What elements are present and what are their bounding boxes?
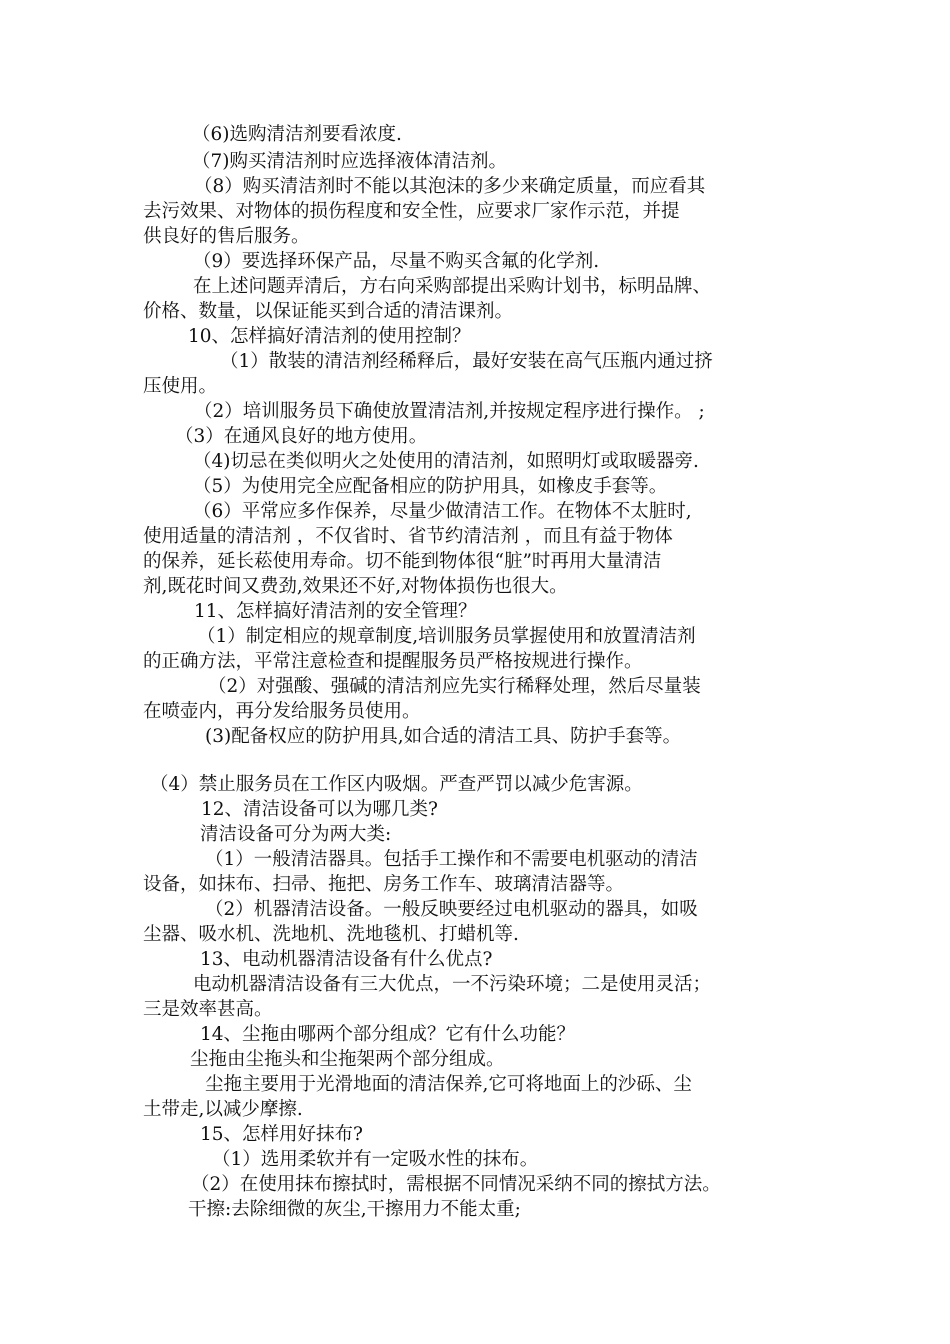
text-line: （1）一般清洁器具。包括手工操作和不需要电机驱动的清洁 (205, 849, 698, 870)
text-line: 尘拖由尘拖头和尘拖架两个部分组成。 (190, 1049, 505, 1070)
text-line: 干擦:去除细微的灰尘,干擦用力不能太重; (188, 1199, 521, 1220)
section-heading: 10、怎样搞好清洁剂的使用控制？ (188, 326, 471, 347)
text-line: （3）在通风良好的地方使用。 (175, 426, 428, 447)
section-heading: 13、电动机器清洁设备有什么优点? (200, 949, 493, 970)
section-heading: 14、尘拖由哪两个部分组成？它有什么功能？ (200, 1024, 576, 1045)
text-line: 设备，如抹布、扫帚、拖把、房务工作车、玻璃清洁器等。 (143, 874, 625, 895)
text-line: （2）在使用抹布擦拭时，需根据不同情况采纳不同的擦拭方法。 (191, 1174, 721, 1195)
text-line: 的正确方法，平常注意检查和提醒服务员严格按规进行操作。 (143, 651, 643, 672)
text-line: （5）为使用完全应配备相应的防护用具，如橡皮手套等。 (193, 476, 668, 497)
text-line: 在上述问题弄清后，方右向采购部提出采购计划书，标明品牌、 (193, 276, 712, 297)
text-line: 的保养，延长菘使用寿命。切不能到物体很“脏”时再用大量清洁 (143, 551, 662, 572)
text-line: 使用适量的清洁剂 ，不仅省时、省节约清洁剂 ，而且有益于物体 (143, 526, 673, 547)
section-heading: 12、清洁设备可以为哪几类? (201, 799, 438, 820)
text-line: (3)配备权应的防护用具,如合适的清洁工具、防护手套等。 (205, 726, 682, 747)
text-line: （4）禁止服务员在工作区内吸烟。严查严罚以减少危害源。 (150, 774, 643, 795)
text-line: 剂,既花时间又费劲,效果还不好,对物体损伤也很大。 (143, 576, 568, 597)
text-line: （7)购买清洁剂时应选择液体清洁剂。 (192, 151, 507, 172)
text-line: （1）散装的清洁剂经稀释后，最好安装在高气压瓶内通过挤 (220, 351, 713, 372)
text-line: 价格、数量，以保证能买到合适的清洁课剂。 (143, 301, 514, 322)
text-line: 在喷壶内，再分发给服务员使用。 (143, 701, 421, 722)
text-line: 尘拖主要用于光滑地面的清洁保养,它可将地面上的沙砾、尘 (205, 1074, 692, 1095)
text-line: （9）要选择环保产品，尽量不购买含氟的化学剂. (193, 251, 600, 272)
text-line: 电动机器清洁设备有三大优点，一不污染环境；二是使用灵活； (193, 974, 712, 995)
text-line: 三是效率甚高。 (143, 999, 273, 1020)
text-line: 去污效果、对物体的损伤程度和安全性，应要求厂家作示范，并提 (143, 201, 680, 222)
text-line: （2）机器清洁设备。一般反映要经过电机驱动的器具，如吸 (205, 899, 698, 920)
text-line: （6）平常应多作保养，尽量少做清洁工作。在物体不太脏时, (193, 501, 692, 522)
text-line: （2）对强酸、强碱的清洁剂应先实行稀释处理，然后尽量装 (208, 676, 701, 697)
text-line: 压使用。 (143, 376, 218, 397)
text-line: （2）培训服务员下确使放置清洁剂,并按规定程序进行操作。 ; (194, 401, 705, 422)
section-heading: 11、怎样搞好清洁剂的安全管理？ (194, 601, 477, 622)
text-line: （4)切忌在类似明火之处使用的清洁剂，如照明灯或取暖器旁. (193, 451, 699, 472)
text-line: （1）选用柔软并有一定吸水性的抹布。 (212, 1149, 539, 1170)
text-line: 供良好的售后服务。 (143, 226, 310, 247)
section-heading: 15、怎样用好抹布? (200, 1124, 363, 1145)
text-line: 土带走,以减少摩擦. (143, 1099, 303, 1120)
text-line: （1）制定相应的规章制度,培训服务员掌握使用和放置清洁剂 (197, 626, 696, 647)
text-line: 清洁设备可分为两大类: (200, 824, 392, 845)
text-line: （6)选购清洁剂要看浓度. (192, 124, 402, 145)
text-line: 尘器、吸水机、洗地机、洗地毯机、打蜡机等. (143, 924, 519, 945)
text-line: （8）购买清洁剂时不能以其泡沫的多少来确定质量，而应看其 (194, 176, 706, 197)
